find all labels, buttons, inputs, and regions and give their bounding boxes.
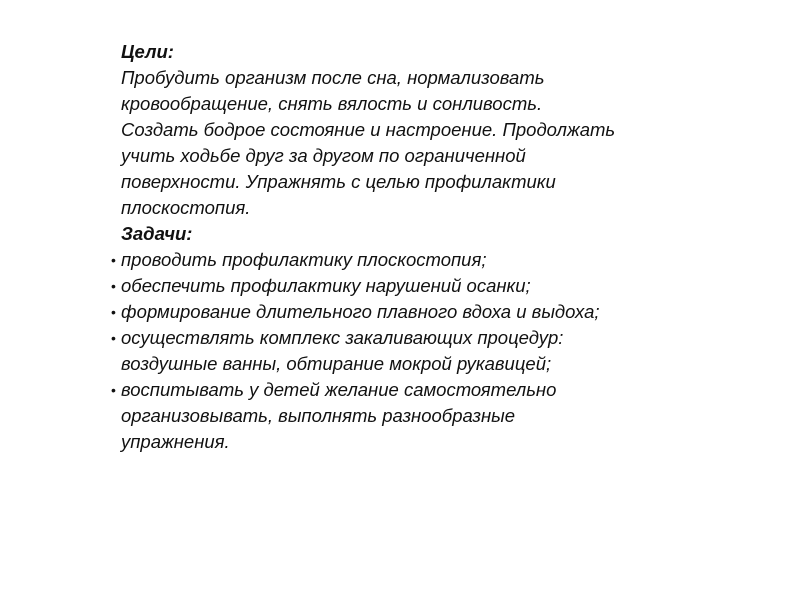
task-item [111,247,721,273]
bullet-icon: • [111,278,116,294]
task-line: осуществлять комплекс закаливающих процедур: [121,327,564,348]
task-item [111,299,721,325]
goals-heading: Цели: [121,41,174,62]
task-line: упражнения. [121,431,230,452]
goals-paragraph [121,65,721,221]
task-item [111,377,721,455]
bullet-icon: • [111,330,116,346]
goals-line: кровообращение, снять вялость и сонливость. [121,93,543,114]
task-line: проводить профилактику плоскостопия; [121,249,487,270]
bullet-icon: • [111,382,116,398]
goals-line: Создать бодрое состояние и настроение. Продолжать [121,119,616,140]
goals-line: учить ходьбе друг за другом по ограниченной [121,145,526,166]
task-item [111,273,721,299]
bullet-icon: • [111,304,116,320]
task-line: обеспечить профилактику нарушений осанки; [121,275,531,296]
bullet-icon: • [111,252,116,268]
goals-line: Пробудить организм после сна, нормализовать [121,67,545,88]
tasks-heading: Задачи: [121,223,193,244]
goals-line: поверхности. Упражнять с целью профилактики [121,171,556,192]
goals-line: плоскостопия. [121,197,251,218]
task-line: формирование длительного плавного вдоха и выдоха; [121,301,600,322]
tasks-list [111,247,721,455]
task-line: воспитывать у детей желание самостоятельно [121,379,557,400]
task-line: организовывать, выполнять разнообразные [121,405,516,426]
task-item [111,325,721,377]
task-line: воздушные ванны, обтирание мокрой рукавицей; [121,353,552,374]
slide-content [111,39,721,455]
